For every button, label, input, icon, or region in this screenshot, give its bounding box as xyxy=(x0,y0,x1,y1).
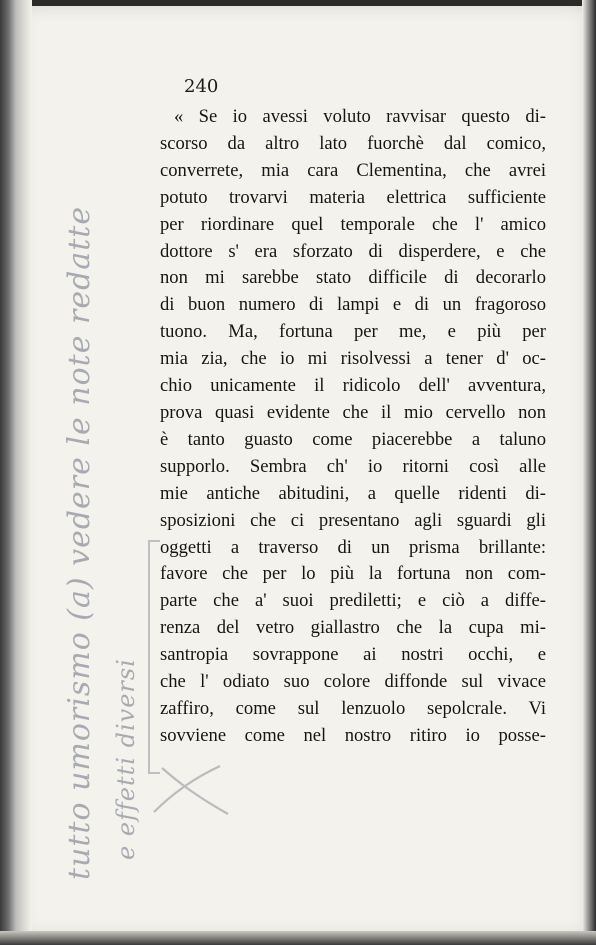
text-line: per riordinare quel temporale che l' amico xyxy=(160,213,546,235)
margin-note-pencil: tutto umorismo (a) vedere le note redatte xyxy=(62,205,97,880)
text-line: converrete, mia cara Clementina, che avrei xyxy=(160,159,546,181)
text-line: sposizioni che ci presentano agli sguardi gli xyxy=(160,509,546,531)
text-line: scorso da altro lato fuorchè dal comico, xyxy=(160,132,546,154)
page-number: 240 xyxy=(184,76,219,97)
text-line: favore che per lo più la fortuna non com- xyxy=(160,563,546,585)
text-line: di buon numero di lampi e di un fragoroso xyxy=(160,294,546,316)
text-line: non mi sarebbe stato difficile di decorarlo xyxy=(160,267,546,289)
text-line: dottore s' era sforzato di disperdere, e che xyxy=(160,240,546,262)
text-line: chio unicamente il ridicolo dell' avventura, xyxy=(160,375,546,397)
text-line: « Se io avessi voluto ravvisar questo di- xyxy=(174,106,546,127)
book-binding xyxy=(0,0,32,945)
text-line: tuono. Ma, fortuna per me, e più per xyxy=(160,321,546,343)
page-right-edge xyxy=(582,0,596,945)
pencil-cross-mark xyxy=(150,760,240,820)
text-line: è tanto guasto come piacerebbe a taluno xyxy=(160,428,546,450)
text-line: mie antiche abitudini, a quelle ridenti di- xyxy=(160,482,546,504)
text-line: sovviene come nel nostro ritiro io posse- xyxy=(160,724,546,746)
body-text xyxy=(160,104,546,750)
margin-bracket-mark xyxy=(148,540,160,774)
text-line: oggetti a traverso di un prisma brillante: xyxy=(160,536,546,558)
text-line: zaffiro, come sul lenzuolo sepolcrale. Vi xyxy=(160,697,546,719)
text-line: prova quasi evidente che il mio cervello non xyxy=(160,401,546,423)
text-line: mia zia, che io mi risolvessi a tener d' oc- xyxy=(160,348,546,370)
text-line: supporlo. Sembra ch' io ritorni così alle xyxy=(160,455,546,477)
text-line: che l' odiato suo colore diffonde sul vivace xyxy=(160,671,546,693)
text-line: parte che a' suoi prediletti; e ciò a diffe- xyxy=(160,590,546,612)
page-bottom-edge xyxy=(0,931,596,945)
text-line: santropia sovrappone ai nostri occhi, e xyxy=(160,644,546,666)
text-line: renza del vetro giallastro che la cupa mi- xyxy=(160,617,546,639)
text-line: potuto trovarvi materia elettrica sufficiente xyxy=(160,186,546,208)
margin-note-pencil-secondary: e effetti diversi xyxy=(112,658,140,860)
